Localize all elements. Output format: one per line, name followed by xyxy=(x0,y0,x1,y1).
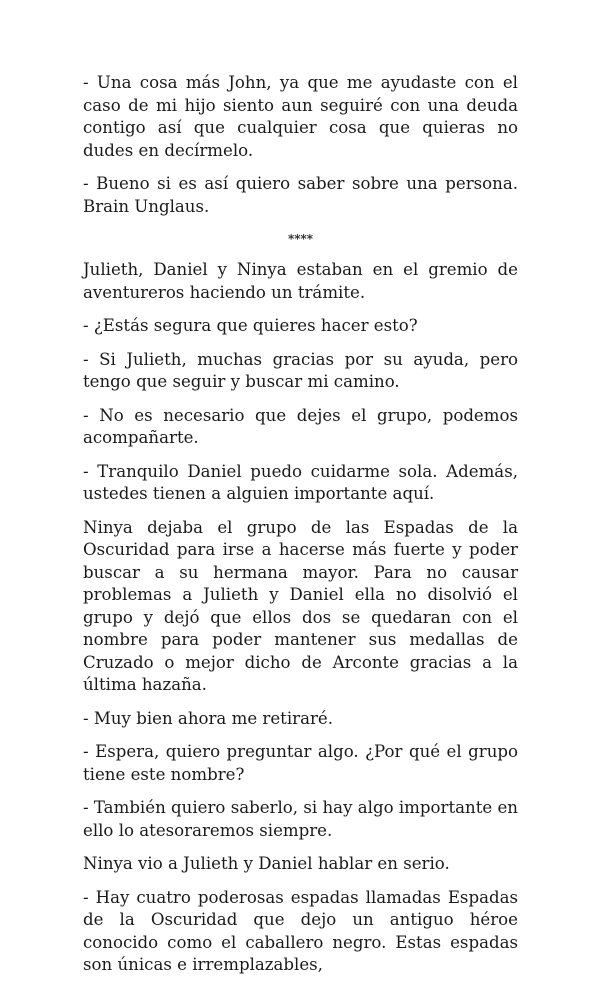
dialogue-paragraph: - Muy bien ahora me retiraré. xyxy=(83,708,334,728)
dialogue-paragraph: - Bueno si es así quiero saber sobre una persona. Brain Unglaus. xyxy=(83,174,518,216)
dialogue-paragraph: - Tranquilo Daniel puedo cuidarme sola. Además, ustedes tienen a alguien importante aquí. xyxy=(83,461,518,503)
dialogue-paragraph: - ¿Estás segura que quieres hacer esto? xyxy=(83,316,418,335)
narration-paragraph: Julieth, Daniel y Ninya estaban en el gremio de aventureros haciendo un trámite. xyxy=(83,260,518,302)
scene-separator: **** xyxy=(287,232,314,246)
dialogue-paragraph: - Una cosa más John, ya que me ayudaste con el caso de mi hijo siento aun seguiré con una deuda contigo así que cualquier cosa que quieras no dudes en decírmelo. xyxy=(83,73,518,160)
dialogue-paragraph: - Hay cuatro poderosas espadas llamadas Espadas de la Oscuridad que dejo un antiguo héroe conocido como el caballero negro. Estas espadas son únicas e irremplazables, xyxy=(83,887,518,974)
narration-paragraph: Ninya dejaba el grupo de las Espadas de la Oscuridad para irse a hacerse más fuerte y poder buscar a su hermana mayor. Para no causar problemas a Julieth y Daniel ella no disolvió el grupo y dejó que ellos dos se quedaran con el nombre para poder mantener sus medallas de Cruzado o mejor dicho de Arconte gracias a la última hazaña. xyxy=(83,517,518,694)
dialogue-paragraph: - Si Julieth, muchas gracias por su ayuda, pero tengo que seguir y buscar mi camino. xyxy=(83,349,518,391)
dialogue-paragraph: - También quiero saberlo, si hay algo importante en ello lo atesoraremos siempre. xyxy=(83,798,518,840)
page-body xyxy=(83,72,518,988)
narration-paragraph: Ninya vio a Julieth y Daniel hablar en serio. xyxy=(83,854,450,873)
dialogue-paragraph: - No es necesario que dejes el grupo, podemos acompañarte. xyxy=(83,405,518,447)
dialogue-paragraph: - Espera, quiero preguntar algo. ¿Por qué el grupo tiene este nombre? xyxy=(83,742,518,784)
